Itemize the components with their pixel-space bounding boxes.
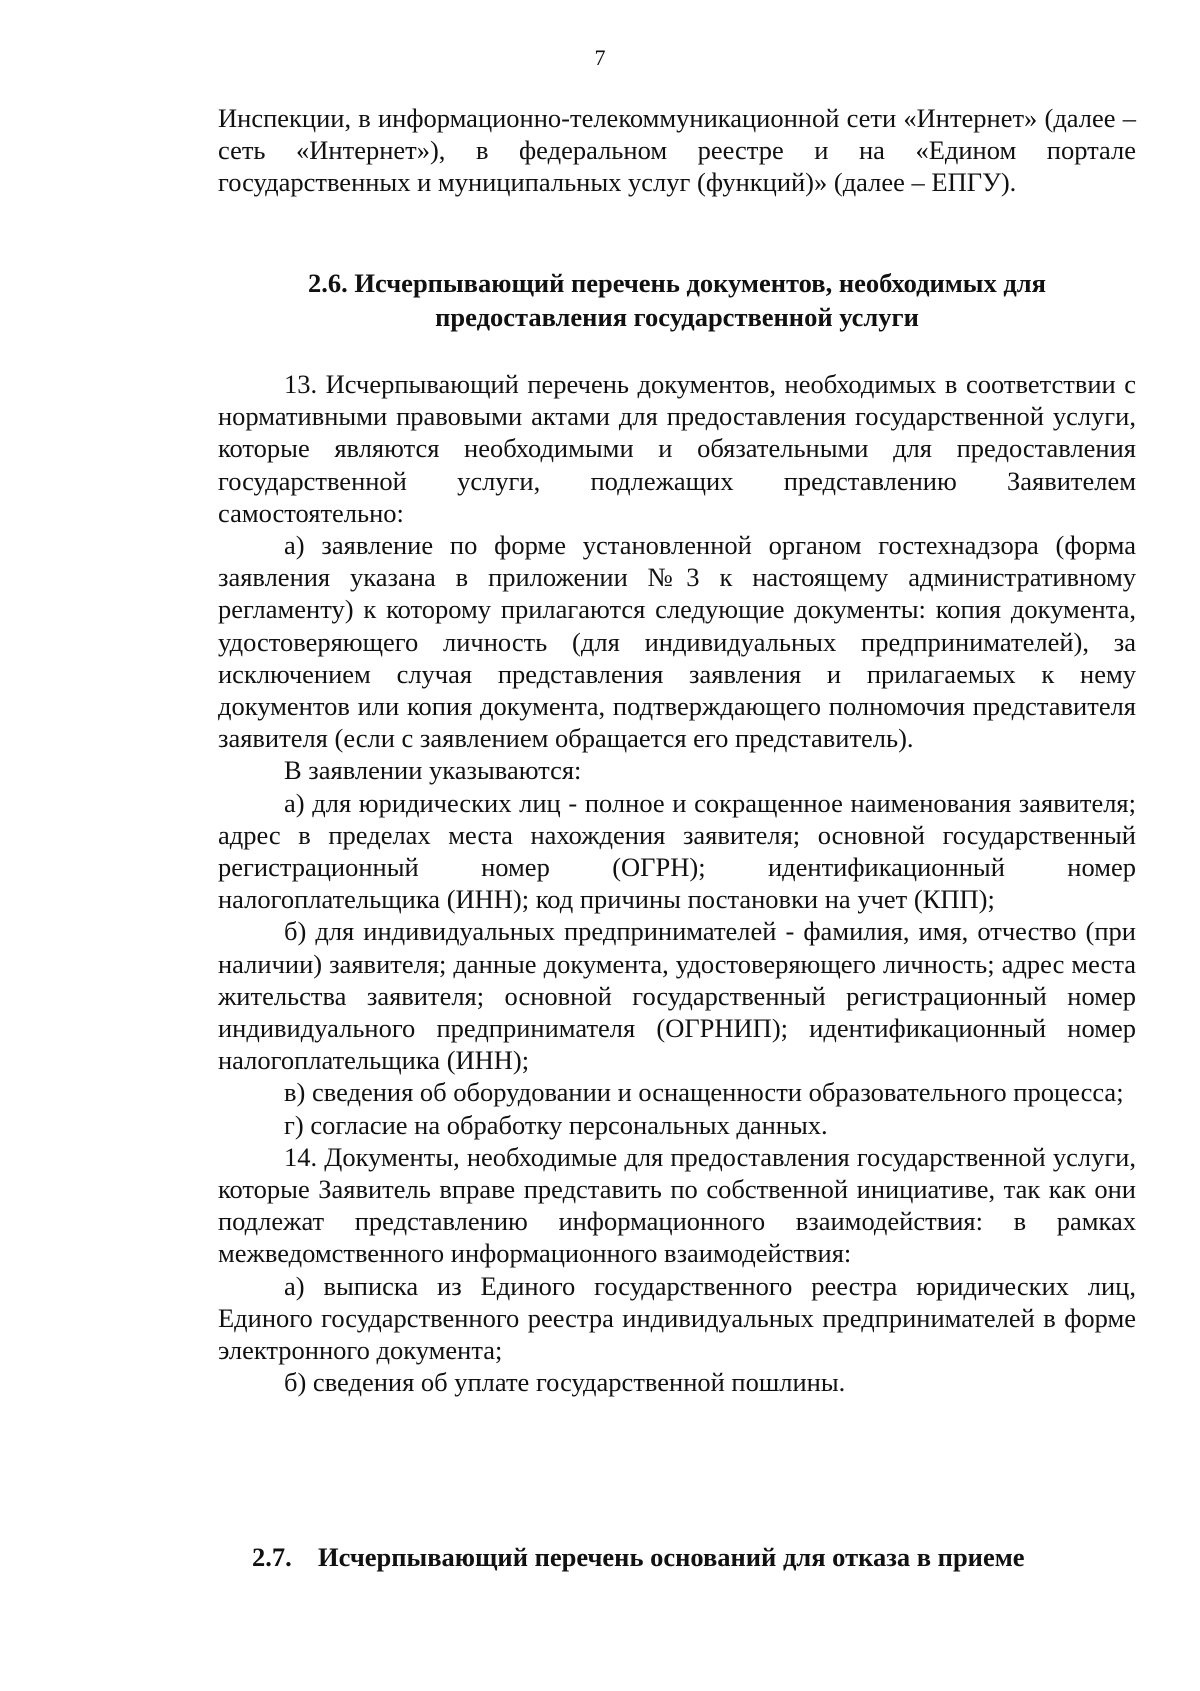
paragraph-application-contents: В заявлении указываются: — [284, 755, 582, 786]
page-number: 7 — [594, 45, 606, 70]
paragraph-13-item-a: а) заявление по форме установленной органом гостехнадзора (форма заявления указана в приложении №3 к настоящему административному регламенту) к которому прилагаются следующие документы: копия документа, удостоверяющего личность (для индивидуальных предпринимателей), за исключением случая представления заявления и прилагаемых к нему документов или копия документа, подтверждающего полномочия представителя заявителя (если с заявлением обращается его представитель). — [218, 530, 1136, 754]
paragraph-14-item-b: б) сведения об уплате государственной пошлины. — [284, 1367, 846, 1398]
paragraph-14: 14. Документы, необходимые для предоставления государственной услуги, которые Заявитель вправе представить по собственной инициативе, так как они подлежат представлению информационного взаимодействия: в рамках межведомственного информационного взаимодействия: — [218, 1141, 1136, 1269]
paragraph-equipment: в) сведения об оборудовании и оснащенности образовательного процесса; — [284, 1077, 1124, 1108]
section-heading-2-7-title: Исчерпывающий перечень оснований для отказа в приеме — [318, 1542, 1025, 1572]
paragraph-14-item-a: а) выписка из Единого государственного реестра юридических лиц, Единого государственного реестра индивидуальных предпринимателей в форме электронного документа; — [218, 1270, 1136, 1366]
section-heading-2-6-line1: 2.6. Исчерпывающий перечень документов, необходимых для — [308, 268, 1046, 298]
continuation-paragraph-block — [218, 102, 1136, 199]
paragraph-13: 13. Исчерпывающий перечень документов, необходимых в соответствии с нормативными правовыми актами для предоставления государственной услуги, которые являются необходимыми и обязательными для предоставления государственной услуги, подлежащих представлению Заявителем самостоятельно: — [218, 369, 1136, 528]
paragraph-entrepreneurs: б) для индивидуальных предпринимателей - фамилия, имя, отчество (при наличии) заявителя; данные документа, удостоверяющего личность; адрес места жительства заявителя; основной государственный регистрационный номер индивидуального предпринимателя (ОГРНИП); идентификационный номер налогоплательщика (ИНН); — [218, 916, 1136, 1076]
section-2-6-body — [218, 368, 1136, 1399]
paragraph-legal-entities: а) для юридических лиц - полное и сокращенное наименования заявителя; адрес в пределах места нахождения заявителя; основной государственный регистрационный номер (ОГРН); идентификационный номер налогоплательщика (ИНН); код причины постановки на учет (КПП); — [218, 787, 1136, 915]
section-heading-2-6-line2: предоставления государственной услуги — [435, 302, 919, 332]
section-heading-2-6 — [218, 266, 1136, 334]
paragraph-consent: г) согласие на обработку персональных данных. — [284, 1109, 828, 1140]
section-heading-2-7 — [252, 1540, 1025, 1574]
continuation-paragraph: Инспекции, в информационно-телекоммуникационной сети «Интернет» (далее – сеть «Интернет»), в федеральном реестре и на «Едином портале государственных и муниципальных услуг (функций)» (далее – ЕПГУ). — [218, 103, 1136, 198]
section-heading-2-7-number: 2.7. — [252, 1542, 292, 1572]
